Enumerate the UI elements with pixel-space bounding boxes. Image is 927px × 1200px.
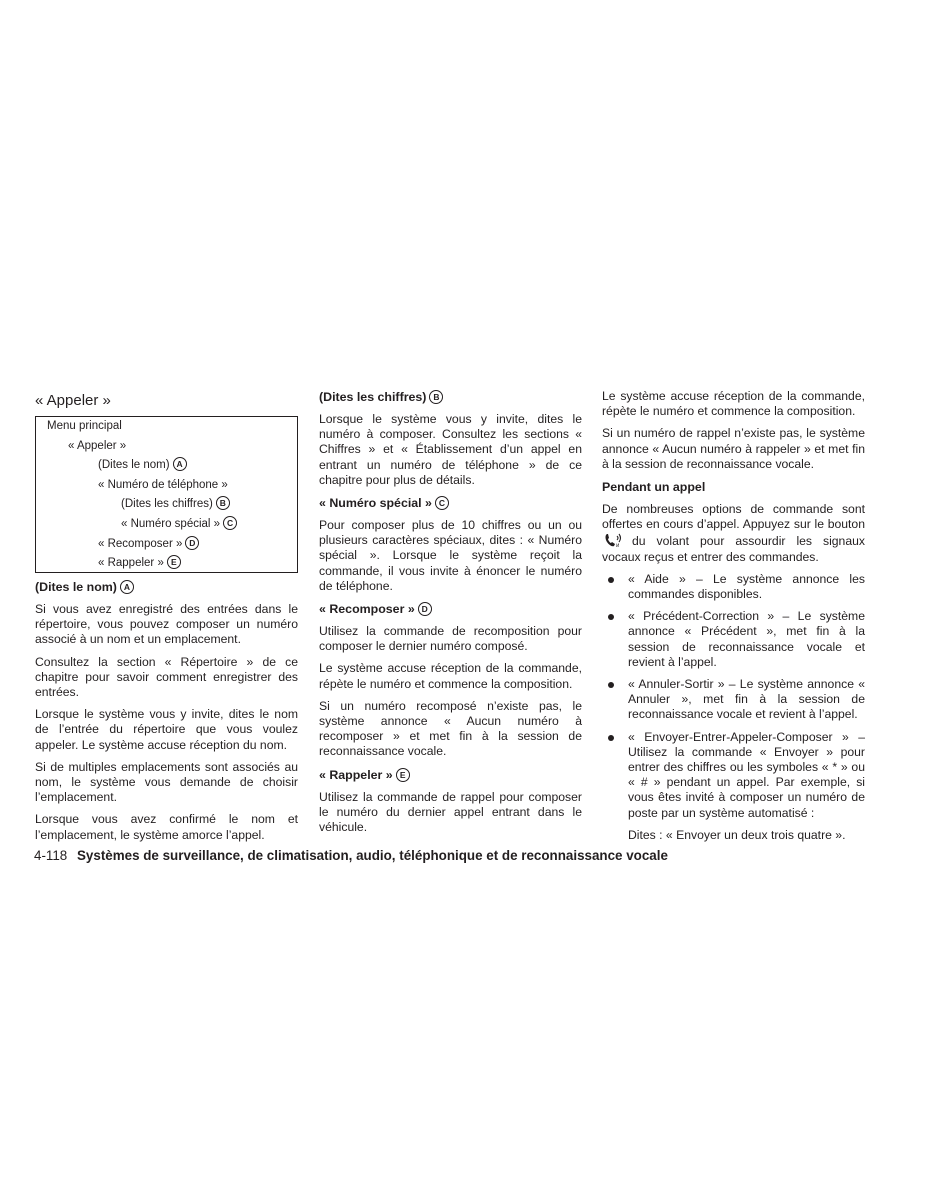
heading-dites-le-nom: (Dites le nom) A [35, 579, 298, 595]
paragraph: Lorsque le système vous y invite, dites le numéro à composer. Consultez les sections « Chiffres » et « Établissement d’un appel en entrant un numéro de téléphone » de ce chapitre pour plus de détails. [319, 412, 582, 487]
list-item: « Envoyer-Entrer-Appeler-Composer » – Utilisez la commande « Envoyer » pour entrer des chiffres ou les symboles « * » ou « # » pendant un appel. Par exemple, si vous êtes invité à composer un numéro de poste par un système automatisé : [602, 730, 865, 821]
callout-badge: A [173, 457, 187, 471]
menu-line: « Rappeler » E [36, 554, 297, 574]
bullet-icon [608, 682, 614, 688]
heading-pendant-un-appel: Pendant un appel [602, 480, 706, 495]
example-text: Dites : « Envoyer un deux trois quatre ». [628, 827, 846, 842]
paragraph: Si vous avez enregistré des entrées dans le répertoire, vous pouvez composer un numéro associé à un nom et un emplacement. [35, 602, 298, 647]
callout-badge: E [396, 768, 410, 782]
column-left [35, 390, 298, 850]
menu-line: « Numéro spécial » C [36, 515, 297, 535]
paragraph: Pour composer plus de 10 chiffres ou un ou plusieurs caractères spéciaux, dites : « Numéro spécial ». Lorsque le système reçoit la commande, il vous invite à énoncer le numéro de téléphone. [319, 518, 582, 593]
bullet-icon [608, 614, 614, 620]
callout-badge: B [429, 390, 443, 404]
phone-talk-icon [604, 532, 626, 548]
bullet-icon [608, 735, 614, 741]
list-item: « Aide » – Le système annonce les commandes disponibles. [602, 572, 865, 602]
menu-line: (Dites le nom) A [36, 456, 297, 476]
heading-recomposer: « Recomposer » D [319, 601, 582, 617]
paragraph: Utilisez la commande de recomposition pour composer le dernier numéro composé. [319, 624, 582, 654]
menu-line: « Numéro de téléphone » [98, 478, 228, 491]
heading-numero-special: « Numéro spécial » C [319, 495, 582, 511]
paragraph: Utilisez la commande de rappel pour composer le numéro du dernier appel entrant dans le véhicule. [319, 789, 582, 835]
column-middle [319, 389, 582, 842]
page-number: 4-118 [34, 848, 68, 863]
section-title: « Appeler » [35, 392, 111, 409]
page-footer [34, 848, 668, 863]
callout-badge: A [120, 580, 134, 594]
menu-line: « Appeler » [68, 439, 127, 452]
menu-line: « Recomposer » D [36, 535, 297, 555]
callout-badge: D [185, 536, 199, 550]
paragraph: Si de multiples emplacements sont associés au nom, le système vous demande de choisir l’emplacement. [35, 759, 298, 805]
callout-badge: C [223, 516, 237, 530]
bullet-icon [608, 577, 614, 583]
callout-badge: E [167, 555, 181, 569]
callout-badge: B [216, 496, 230, 510]
paragraph: Lorsque vous avez confirmé le nom et l’emplacement, le système amorce l’appel. [35, 812, 298, 842]
list-item: « Annuler-Sortir » – Le système annonce « Annuler », met fin à la session de reconnaissance vocale et revient à l’appel. [602, 677, 865, 723]
menu-line: (Dites les chiffres) B [36, 495, 297, 515]
column-right [602, 389, 865, 850]
paragraph: Consultez la section « Répertoire » de ce chapitre pour savoir comment enregistrer des entrées. [35, 654, 298, 700]
heading-dites-les-chiffres: (Dites les chiffres) B [319, 389, 582, 405]
paragraph: Si un numéro recomposé n’existe pas, le système annonce « Aucun numéro à recomposer » et met fin à la session de reconnaissance vocale. [319, 698, 582, 759]
paragraph: Le système accuse réception de la commande, répète le numéro et commence la composition. [319, 661, 582, 691]
command-list [602, 572, 865, 821]
menu-line: Menu principal [47, 420, 122, 432]
menu-tree-box [35, 416, 298, 573]
callout-badge: C [435, 496, 449, 510]
paragraph: Le système accuse réception de la commande, répète le numéro et commence la composition. [602, 389, 865, 419]
svg-text:Ͷ: Ͷ [616, 543, 620, 549]
callout-badge: D [418, 602, 432, 616]
heading-rappeler: « Rappeler » E [319, 767, 582, 783]
chapter-title: Systèmes de surveillance, de climatisation, audio, téléphonique et de reconnaissance vocale [77, 848, 668, 863]
list-item: « Précédent-Correction » – Le système annonce « Précédent », met fin à la session de reconnaissance vocale et revient à l’appel. [602, 609, 865, 670]
paragraph: Lorsque le système vous y invite, dites le nom de l’entrée du répertoire que vous voulez appeler. Le système accuse réception du nom. [35, 707, 298, 752]
paragraph-intro: De nombreuses options de commande sont offertes en cours d’appel. Appuyez sur le bouton Ͷ du volant pour assourdir les signaux vocaux reçus et entrer des commandes. [602, 502, 865, 564]
paragraph: Si un numéro de rappel n’existe pas, le système annonce « Aucun numéro à rappeler » et met fin à la session de reconnaissance vocale. [602, 426, 865, 471]
